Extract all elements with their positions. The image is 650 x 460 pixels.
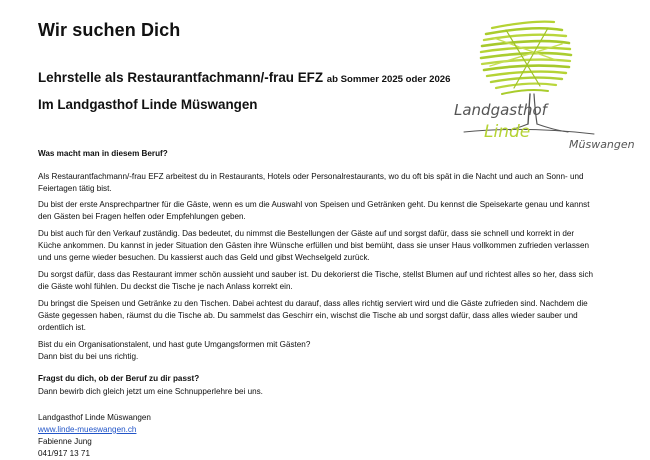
tree-crown (481, 22, 571, 94)
start-date: ab Sommer 2025 oder 2026 (326, 74, 451, 85)
page-title: Wir suchen Dich (38, 20, 181, 40)
question-fit: Fragst du dich, ob der Beruf zu dir passt? (38, 374, 200, 384)
paragraph-application (38, 373, 598, 397)
paragraph-organisation (38, 339, 598, 363)
logo-text-mueswangen: Müswangen (569, 138, 635, 151)
logo-text-linde: Linde (484, 122, 531, 142)
location-heading: Im Landgasthof Linde Müswangen (38, 97, 258, 112)
paragraph-service: Du bringst die Speisen und Getränke zu den Tischen. Dabei achtest du darauf, dass alles richtig serviert wird und die Gäste zufrieden sind. Nachdem die Gäste gegessen haben, räumst du die Tische ab. Du sammelst das Geschirr ein, wischst die Tische ab und sorgst dafür, dass alles wieder sauber und ordentlich ist. (38, 298, 588, 332)
position-title: Lehrstelle als Restaurantfachmann/-frau EFZ (38, 70, 323, 85)
contact-person: Fabienne Jung (38, 436, 92, 446)
paragraph-decoration: Du sorgst dafür, dass das Restaurant immer schön aussieht und sauber ist. Du dekorierst die Tische, stellst Blumen auf und richtest alles so her, dass sich die Gäste wohl fühlen. Du deckst die Tische je nach Anlass korrekt ein. (38, 270, 594, 292)
application-invite: Dann bewirb dich gleich jetzt um eine Schnupperlehre bei uns. (38, 386, 263, 396)
website-link[interactable]: www.linde-mueswangen.ch (38, 424, 137, 434)
question-heading: Was macht man in diesem Beruf? (38, 149, 168, 158)
contact-phone: 041/917 13 71 (38, 448, 90, 458)
paragraph-intro: Als Restaurantfachmann/-frau EFZ arbeitest du in Restaurants, Hotels oder Personalrestaurants, wo du oft bis spät in die Nacht und auch an Sonn- und Feiertagen tätig bist. (38, 171, 584, 193)
organisation-question: Bist du ein Organisationstalent, und hast gute Umgangsformen mit Gästen? (38, 339, 311, 349)
paragraph-contact-person: Du bist der erste Ansprechpartner für die Gäste, wenn es um die Auswahl von Speisen und Getränken geht. Du kennst die Speisekarte genau und kannst den Gästen bei Fragen helfen oder Empfehlungen geben. (38, 200, 590, 222)
position-heading (38, 70, 450, 85)
paragraph-sales: Du bist auch für den Verkauf zuständig. Das bedeutet, du nimmst die Bestellungen der Gäste auf und sorgst dafür, dass sie schnell und korrekt in der Küche ankommen. Du kannst in jeder Situation den Gästen ihre Wünsche erfüllen und bist bemüht, dass sie unser Haus vollkommen zufrieden verlassen und uns gerne wieder besuchen. Du kassierst auch das Geld und gibst Wechselgeld zurück. (38, 229, 589, 263)
job-description (38, 148, 598, 460)
organisation-answer: Dann bist du bei uns richtig. (38, 351, 139, 361)
contact-name: Landgasthof Linde Müswangen (38, 412, 151, 422)
logo-text-landgasthof: Landgasthof (454, 101, 547, 119)
linde-tree-logo (444, 14, 644, 154)
